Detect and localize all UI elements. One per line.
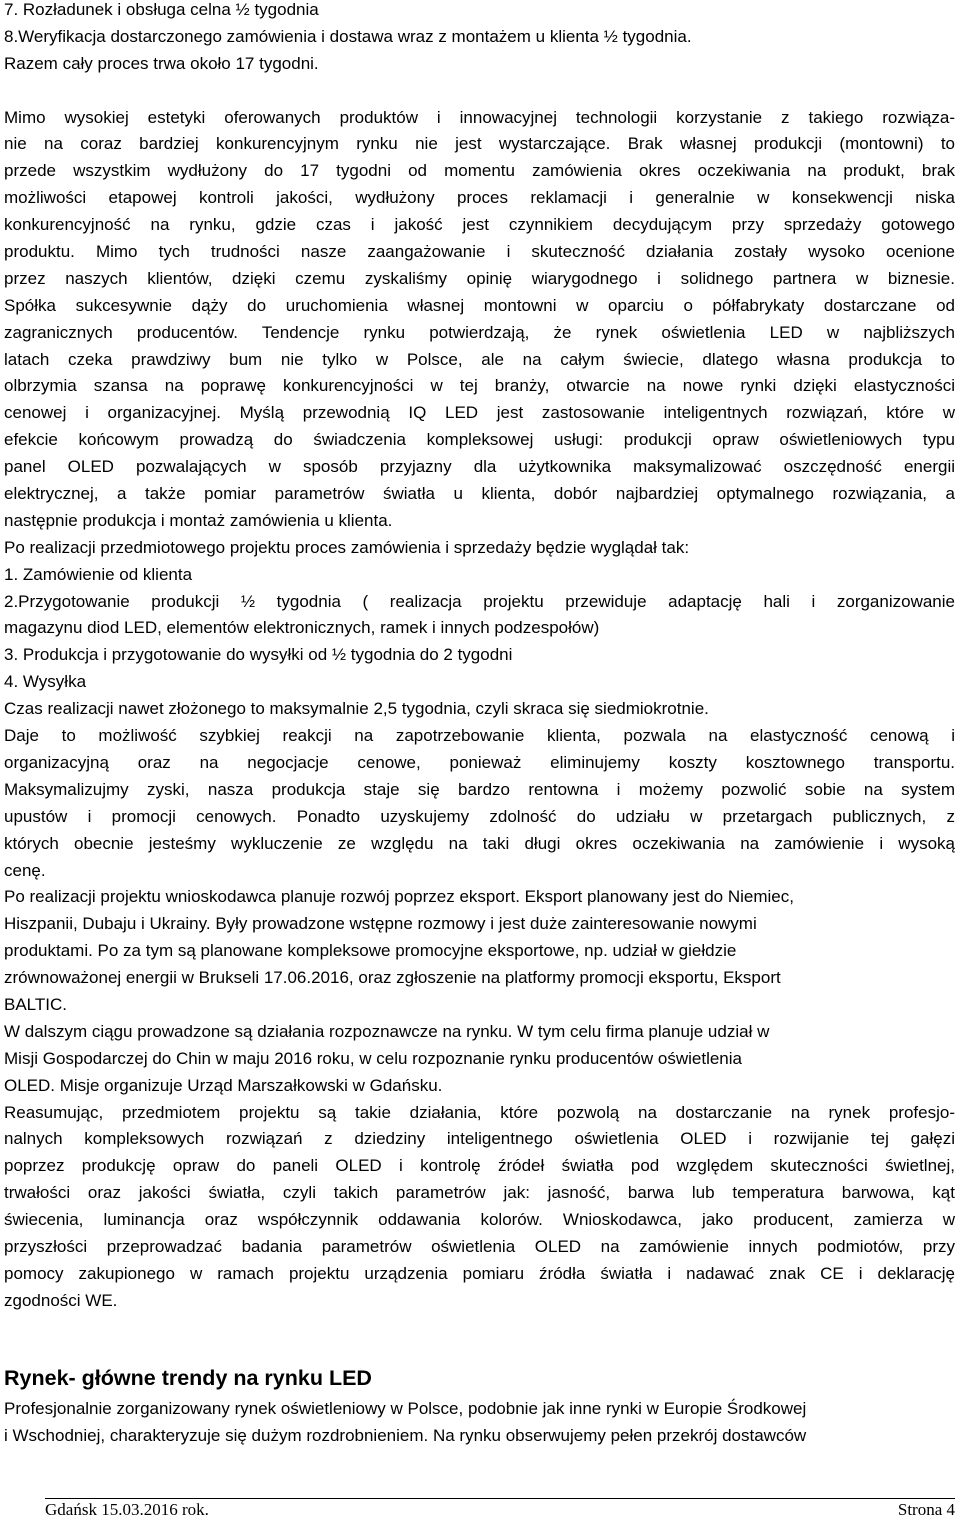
text-line: których obecnie jesteśmy wykluczenie ze względu na taki długi okres oczekiwania na zamówienie i wysoką <box>4 833 955 853</box>
text-line: Spółka sukcesywnie dąży do uruchomienia własnej montowni w oparciu o półfabrykaty dostarczane od <box>4 295 955 315</box>
text-line: świecenia, luminancja oraz współczynnik oddawania kolorów. Wnioskodawca, jako producent, zamierza w <box>4 1210 955 1230</box>
text-line: produktu. Mimo tych trudności nasze zaangażowanie i skuteczność działania zostały wysoko ocenione <box>4 242 955 262</box>
text-line: latach czeka prawdziwy bum nie tylko w Polsce, ale na całym świecie, dlatego własna produkcja to <box>4 349 955 369</box>
text-line: 3. Produkcja i przygotowanie do wysyłki od ½ tygodnia do 2 tygodni <box>4 645 513 665</box>
text-line: poprzez produkcję opraw do paneli OLED i kontrolę źródeł światła pod względem skuteczności świetlnej, <box>4 1156 955 1176</box>
text-line <box>4 78 955 105</box>
body-text <box>4 0 955 1315</box>
text-line: zagranicznych producentów. Tendencje rynku potwierdzają, że rynek oświetlenia LED w najbliższych <box>4 322 955 342</box>
section-body-text <box>4 1396 955 1450</box>
text-line: zrównoważonej energii w Brukseli 17.06.2016, oraz zgłoszenie na platformy promocji eksportu, Eksport <box>4 968 781 988</box>
text-line: nie na coraz bardziej konkurencyjnym rynku nie jest wystarczające. Brak własnej produkcji (montowni) to <box>4 134 955 154</box>
text-line: Hiszpanii, Dubaju i Ukrainy. Były prowadzone wstępne rozmowy i jest duże zainteresowanie nowymi <box>4 914 757 934</box>
text-line: Po realizacji przedmiotowego projektu proces zamówienia i sprzedaży będzie wyglądał tak: <box>4 537 690 557</box>
text-line: elektrycznej, a także pomiar parametrów światła u klienta, dobór najbardziej optymalnego rozwiązania, a <box>4 484 955 504</box>
text-line: olbrzymia szansa na poprawę konkurencyjności w tej branży, otwarcie na nowe rynki dzięki elastyczności <box>4 376 955 396</box>
text-line: Czas realizacji nawet złożonego to maksymalnie 2,5 tygodnia, czyli skraca się siedmiokrotnie. <box>4 699 709 719</box>
text-line: BALTIC. <box>4 994 67 1014</box>
text-line: zgodności WE. <box>4 1290 118 1310</box>
text-line: Daje to możliwość szybkiej reakcji na zapotrzebowanie klienta, pozwala na elastyczność cenową i <box>4 726 955 746</box>
text-line: możliwości etapowej kontroli jakości, wydłużony proces reklamacji i generalnie w konsekwencji niska <box>4 188 955 208</box>
text-line: Razem cały proces trwa około 17 tygodni. <box>4 53 319 73</box>
text-line: 8.Weryfikacja dostarczonego zamówienia i dostawa wraz z montażem u klienta ½ tygodnia. <box>4 26 692 46</box>
text-line: produktami. Po za tym są planowane kompleksowe promocyjne eksportowe, np. udział w giełdzie <box>4 941 737 961</box>
text-line: przyszłości przeprowadzać badania parametrów oświetlenia OLED na zamówienie innych podmiotów, przy <box>4 1236 955 1256</box>
text-line: cenę. <box>4 860 46 880</box>
text-line: Profesjonalnie zorganizowany rynek oświetleniowy w Polsce, podobnie jak inne rynki w Europie Środkowej <box>4 1399 807 1418</box>
text-line: następnie produkcja i montaż zamówienia u klienta. <box>4 510 393 530</box>
text-line: efekcie końcowym prowadzą do świadczenia kompleksowej usługi: produkcji opraw oświetleniowych typu <box>4 430 955 450</box>
text-line: Reasumując, przedmiotem projektu są takie działania, które pozwolą na dostarczanie na rynek profesjo- <box>4 1102 955 1122</box>
text-line: 2.Przygotowanie produkcji ½ tygodnia ( realizacja projektu przewiduje adaptację hali i zorganizowanie <box>4 591 955 611</box>
footer-page-number: Strona 4 <box>897 1500 955 1519</box>
text-line: 7. Rozładunek i obsługa celna ½ tygodnia <box>4 0 319 19</box>
text-line: Misji Gospodarczej do Chin w maju 2016 roku, w celu rozpoznanie rynku producentów oświetlenia <box>4 1048 742 1068</box>
text-line: trwałości oraz jakości światła, czyli takich parametrów jak: jasność, barwa lub temperatura barwowa, kąt <box>4 1183 955 1203</box>
text-line: magazynu diod LED, elementów elektronicznych, ramek i innych podzespołów) <box>4 618 600 638</box>
text-line: W dalszym ciągu prowadzone są działania rozpoznawcze na rynku. W tym celu firma planuje udział w <box>4 1021 770 1041</box>
section-heading: Rynek- główne trendy na rynku LED <box>4 1366 372 1390</box>
footer-date: Gdańsk 15.03.2016 rok. <box>45 1500 209 1519</box>
text-line: OLED. Misje organizuje Urząd Marszałkowski w Gdańsku. <box>4 1075 443 1095</box>
text-line: przede wszystkim wydłużony do 17 tygodni od momentu zamówienia okres oczekiwania na produkt, brak <box>4 161 955 181</box>
text-line: Maksymalizujmy zyski, nasza produkcja staje się bardzo rentowna i możemy pozwolić sobie na system <box>4 779 955 799</box>
text-line: konkurencyjność na rynku, gdzie czas i jakość jest czynnikiem decydującym przy sprzedaży gotowego <box>4 215 955 235</box>
text-line: cenowej i organizacyjnej. Myślą przewodnią IQ LED jest zastosowanie inteligentnych rozwiązań, które w <box>4 403 955 423</box>
text-line: i Wschodniej, charakteryzuje się dużym rozdrobnieniem. Na rynku obserwujemy pełen przekrój dostawców <box>4 1425 807 1445</box>
text-line: 4. Wysyłka <box>4 672 87 692</box>
text-line: panel OLED pozwalających w sposób przyjazny dla użytkownika maksymalizować oszczędność energii <box>4 457 955 477</box>
text-line: Mimo wysokiej estetyki oferowanych produktów i innowacyjnej technologii korzystanie z takiego rozwiąza- <box>4 107 955 127</box>
text-line: Po realizacji projektu wnioskodawca planuje rozwój poprzez eksport. Eksport planowany jest do Niemiec, <box>4 887 794 907</box>
text-line: upustów i promocji cenowych. Ponadto uzyskujemy zdolność do udziału w przetargach publicznych, z <box>4 806 955 826</box>
text-line: pomocy zakupionego w ramach projektu urządzenia pomiaru źródła światła i nadawać znak CE i deklarację <box>4 1263 955 1283</box>
text-line: przez naszych klientów, dzięki czemu zyskaliśmy opinię wiarygodnego i solidnego partnera w biznesie. <box>4 268 955 288</box>
text-line: nalnych kompleksowych rozwiązań z dziedziny inteligentnego oświetlenia OLED i rozwijanie tej gałęzi <box>4 1129 955 1149</box>
text-line: organizacyjną oraz na negocjacje cenowe, ponieważ eliminujemy koszty kosztownego transportu. <box>4 752 955 772</box>
text-line: 1. Zamówienie od klienta <box>4 564 193 584</box>
page-footer <box>45 1498 955 1519</box>
